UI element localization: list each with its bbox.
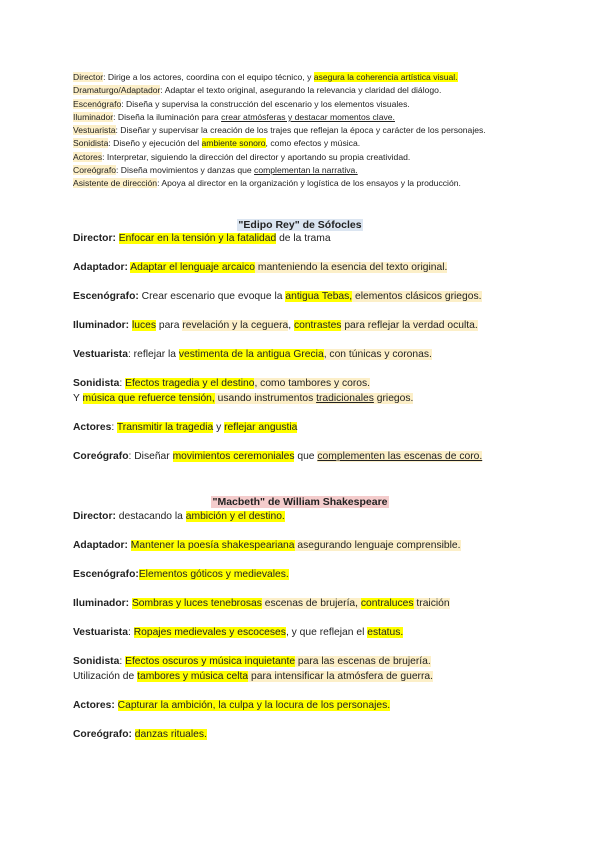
text: y xyxy=(213,421,225,433)
label: Escenógrafo: xyxy=(73,569,139,580)
label: Escenógrafo: xyxy=(73,291,139,302)
macbeth-vestuarista xyxy=(73,626,543,641)
highlight: contraluces xyxy=(360,598,414,609)
macbeth-section xyxy=(73,510,543,757)
role-highlight: ambiente sonoro xyxy=(201,138,266,149)
edipo-actores xyxy=(73,421,543,436)
role-iluminador xyxy=(73,111,535,124)
text: revelación y la ceguera xyxy=(182,320,289,331)
role-dramaturgo xyxy=(73,84,535,97)
role-actores xyxy=(73,151,535,164)
edipo-escenografo xyxy=(73,290,543,305)
edipo-coreografo xyxy=(73,450,543,465)
label: Director: xyxy=(73,233,116,244)
role-text: : Apoya al director en la organización y logística de los ensayos y la producción. xyxy=(157,178,461,189)
role-text: : Adaptar el texto original, asegurando la relevancia y claridad del diálogo. xyxy=(160,85,442,96)
role-escenografo xyxy=(73,98,535,111)
highlight: Transmitir la tragedia xyxy=(116,421,214,433)
role-label: Sonidista xyxy=(73,138,109,149)
role-label: Iluminador xyxy=(73,111,114,122)
highlight: Ropajes medievales y escoceses xyxy=(133,627,286,638)
highlight: ambición y el destino. xyxy=(185,511,285,522)
text: : xyxy=(119,378,126,389)
underlined: complementen las escenas de coro. xyxy=(317,450,483,462)
text: asegurando lenguaje comprensible. xyxy=(294,540,461,551)
macbeth-iluminador xyxy=(73,597,543,612)
highlight: Capturar la ambición, la culpa y la locura de los personajes. xyxy=(117,699,391,711)
text: de la trama xyxy=(276,233,331,244)
label: Iluminador: xyxy=(73,320,130,331)
highlight: Mantener la poesía shakespeariana xyxy=(130,540,295,551)
text: que xyxy=(294,450,318,462)
role-text: : Diseño y ejecución del xyxy=(108,138,202,149)
role-label: Actores xyxy=(73,151,103,162)
text: manteniendo la esencia del texto original. xyxy=(255,262,448,273)
highlight: estatus. xyxy=(367,627,404,638)
role-director xyxy=(73,71,535,84)
highlight: tambores y música celta xyxy=(137,670,249,682)
edipo-title: "Edipo Rey" de Sófocles xyxy=(238,219,362,231)
text: para xyxy=(155,320,183,331)
highlight: Sombras y luces tenebrosas xyxy=(131,598,262,609)
role-coreografo xyxy=(73,164,535,177)
label: Actores xyxy=(73,421,112,433)
text: para intensificar la atmósfera de guerra. xyxy=(248,670,434,682)
highlight: Elementos góticos y medievales. xyxy=(138,569,289,580)
text: para reflejar la verdad oculta. xyxy=(341,320,478,331)
highlight: movimientos ceremoniales xyxy=(172,450,295,462)
text: : reflejar la xyxy=(127,349,179,360)
text: Crear escenario que evoque la xyxy=(138,291,286,302)
macbeth-actores xyxy=(73,699,543,714)
highlight: vestimenta de la antigua Grecia xyxy=(178,349,324,360)
role-text: : Diseña la iluminación para xyxy=(113,111,222,122)
text: : xyxy=(127,627,134,638)
label: Adaptador: xyxy=(73,540,128,551)
macbeth-adaptador xyxy=(73,539,543,554)
role-text: : Diseña y supervisa la construcción del escenario y los elementos visuales. xyxy=(121,98,410,109)
text: elementos clásicos griegos. xyxy=(352,291,482,302)
text: traición xyxy=(413,598,450,609)
role-text: , como efectos y música. xyxy=(265,138,361,149)
underlined: tradicionales xyxy=(316,392,374,404)
highlight: luces xyxy=(131,320,156,331)
text: Y xyxy=(73,392,83,404)
highlight: Enfocar en la tensión y la fatalidad xyxy=(118,233,277,244)
text: para las escenas de brujería. xyxy=(295,656,431,667)
role-label: Vestuarista xyxy=(73,125,116,136)
edipo-adaptador xyxy=(73,261,543,276)
label: Director: xyxy=(73,511,116,522)
highlight: música que refuerce tensión, xyxy=(82,392,215,404)
edipo-sonidista xyxy=(73,377,543,406)
text: escenas de brujería, xyxy=(261,598,361,609)
label: Coreógrafo: xyxy=(73,728,132,740)
edipo-section xyxy=(73,232,543,479)
text: : xyxy=(119,656,126,667)
label: Adaptador: xyxy=(73,262,128,273)
highlight: contrastes xyxy=(293,320,342,331)
text: destacando la xyxy=(115,511,186,522)
role-label: Asistente de dirección xyxy=(73,178,158,189)
highlight: Efectos tragedia y el destino xyxy=(125,378,255,389)
text: usando instrumentos xyxy=(214,392,317,404)
role-text: : Dirige a los actores, coordina con el equipo técnico, y xyxy=(103,72,314,82)
role-asistente xyxy=(73,177,535,190)
role-sonidista xyxy=(73,137,535,150)
text: griegos. xyxy=(373,392,414,404)
edipo-vestuarista xyxy=(73,348,543,363)
edipo-iluminador xyxy=(73,319,543,334)
highlight: antigua Tebas, xyxy=(285,291,353,302)
text: , y que reflejan el xyxy=(285,627,368,638)
highlight: reflejar angustia xyxy=(224,421,298,433)
role-vestuarista xyxy=(73,124,535,137)
macbeth-director xyxy=(73,510,543,525)
role-label: Coreógrafo xyxy=(73,165,116,176)
role-underlined: crear atmósferas y destacar momentos clave. xyxy=(221,111,395,122)
macbeth-title: "Macbeth" de William Shakespeare xyxy=(212,496,388,508)
role-label: Escenógrafo xyxy=(73,98,122,109)
macbeth-sonidista xyxy=(73,655,543,684)
roles-list xyxy=(73,71,535,191)
label: Coreógrafo xyxy=(73,450,129,462)
highlight: Adaptar el lenguaje arcaico xyxy=(130,262,256,273)
text: , con túnicas y coronas. xyxy=(323,349,432,360)
label: Vestuarista xyxy=(73,627,128,638)
role-label: Director xyxy=(73,72,104,82)
macbeth-title-wrap xyxy=(0,496,600,508)
label: Vestuarista xyxy=(73,349,128,360)
label: Actores: xyxy=(73,699,115,711)
text: : Diseñar xyxy=(128,450,173,462)
role-text: : Diseña movimientos y danzas que xyxy=(116,165,255,176)
highlight: danzas rituales. xyxy=(134,728,207,740)
highlight: Efectos oscuros y música inquietante xyxy=(125,656,296,667)
edipo-director xyxy=(73,232,543,247)
macbeth-coreografo xyxy=(73,728,543,743)
label: Sonidista xyxy=(73,378,120,389)
role-label: Dramaturgo/Adaptador xyxy=(73,85,161,96)
text: , xyxy=(288,320,294,331)
text: : xyxy=(111,421,117,433)
label: Iluminador: xyxy=(73,598,130,609)
edipo-title-wrap xyxy=(0,219,600,231)
text: , como tambores y coros. xyxy=(254,378,371,389)
label: Sonidista xyxy=(73,656,120,667)
text: Utilización de xyxy=(73,670,138,682)
role-underlined: complementan la narrativa. xyxy=(254,165,358,176)
role-text: : Diseñar y supervisar la creación de los trajes que reflejan la época y carácter de los personajes. xyxy=(115,125,486,136)
macbeth-escenografo xyxy=(73,568,543,583)
role-text: : Interpretar, siguiendo la dirección del director y aportando su propia creatividad. xyxy=(102,151,411,162)
role-highlight: asegura la coherencia artística visual. xyxy=(313,72,458,82)
